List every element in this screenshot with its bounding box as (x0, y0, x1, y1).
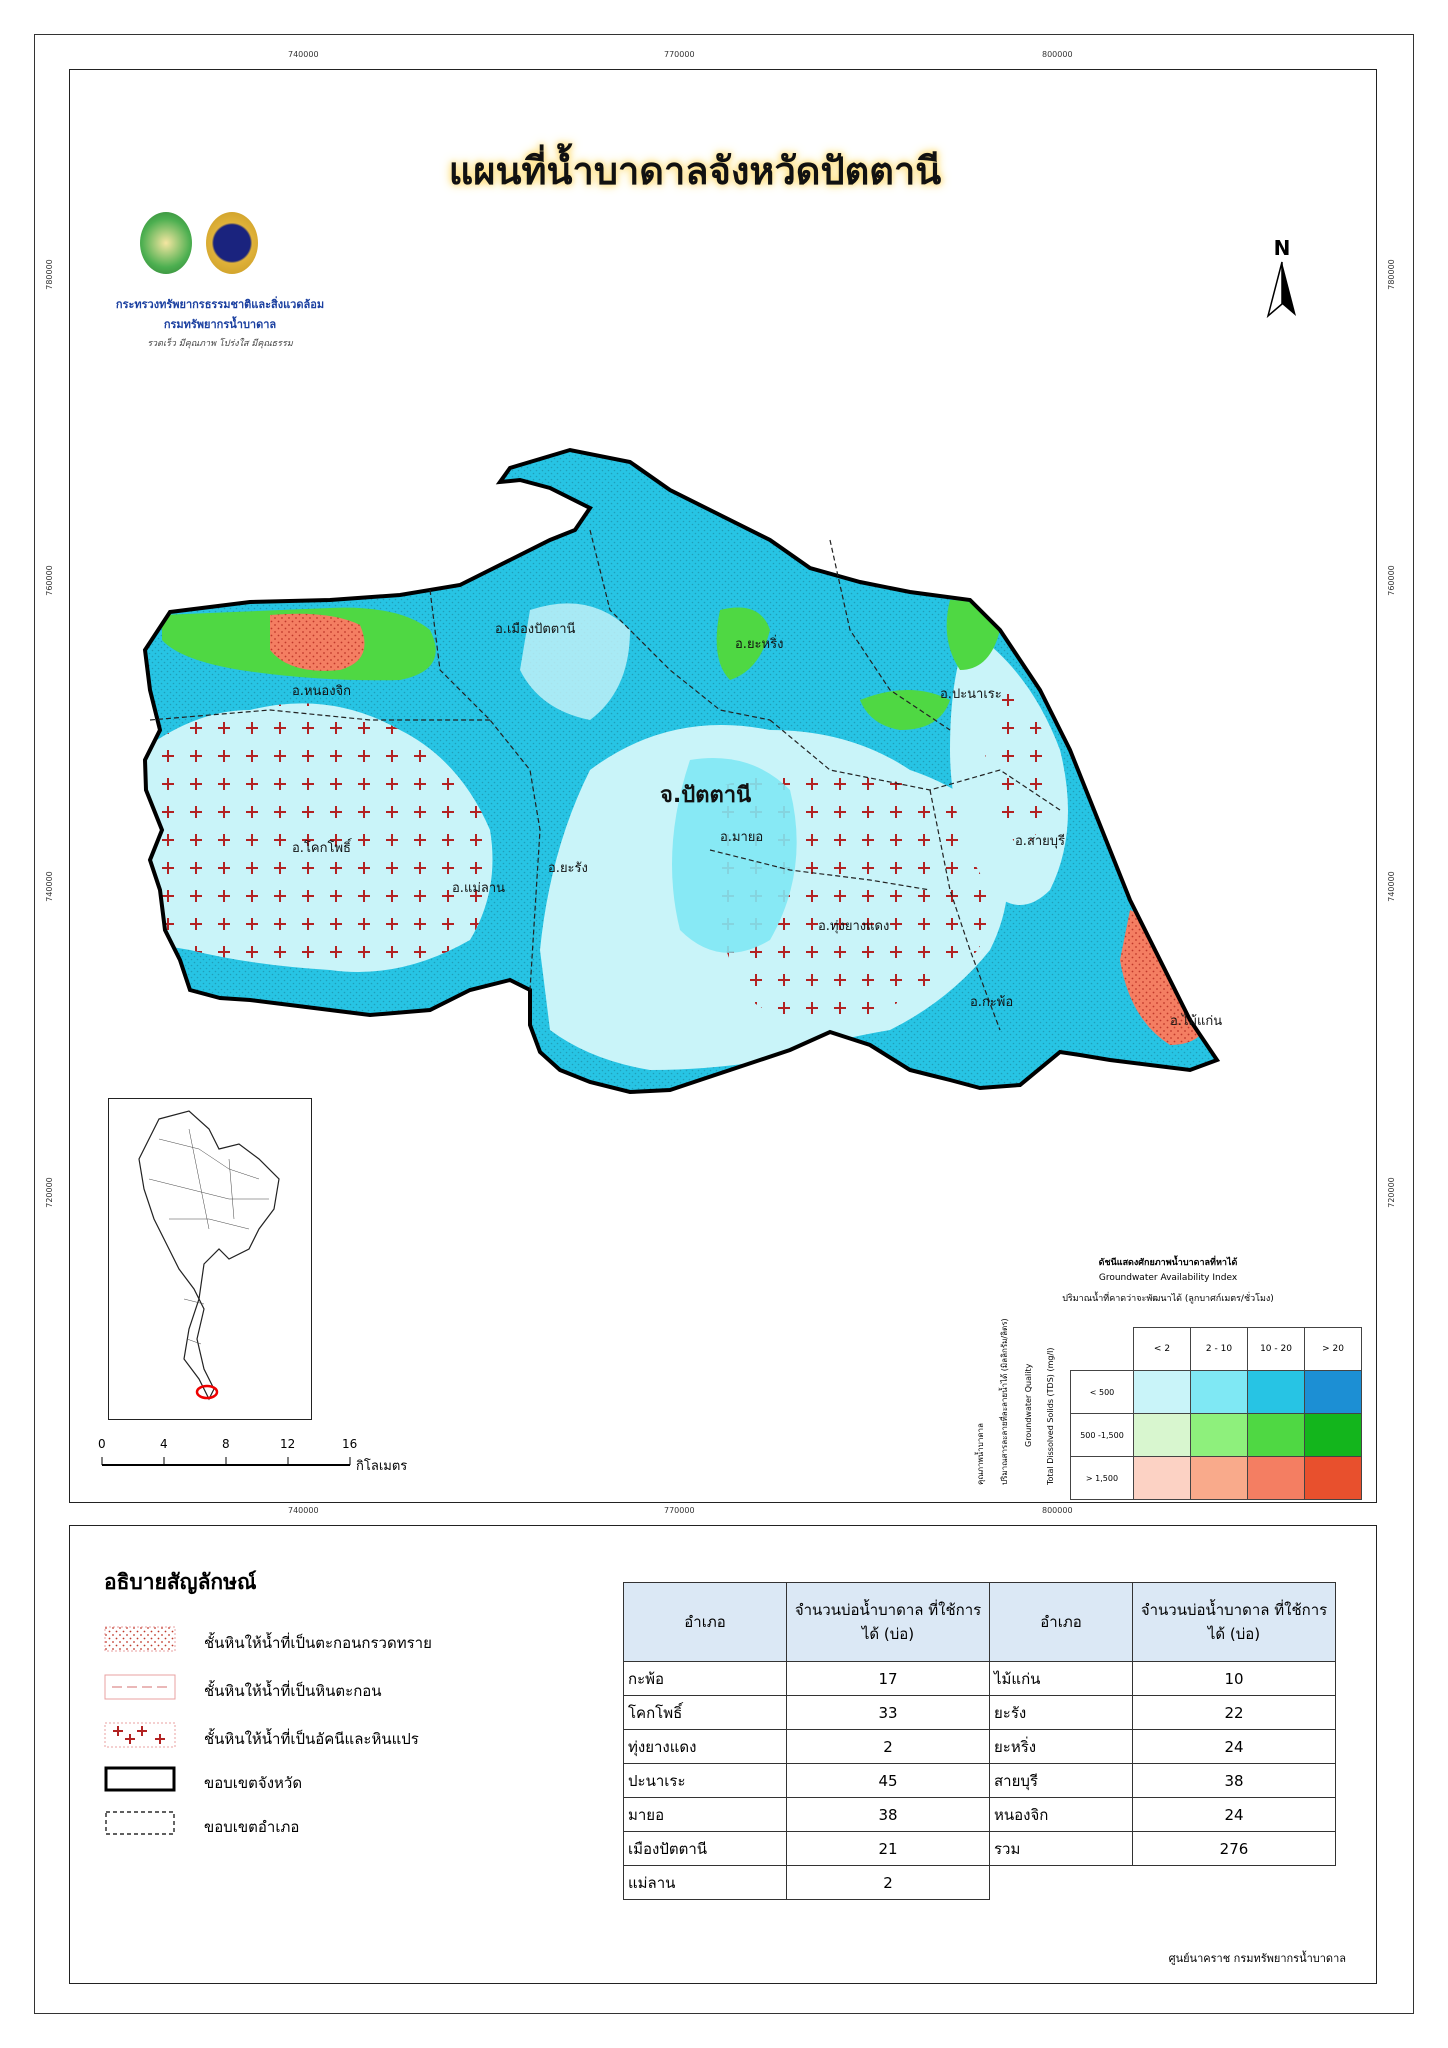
well-count: 38 (1133, 1764, 1336, 1798)
legend-panel (69, 1525, 1377, 1984)
gi-col-3: 10 - 20 (1248, 1328, 1305, 1371)
gi-cell (1134, 1457, 1191, 1500)
legend-title: อธิบายสัญลักษณ์ (104, 1570, 257, 1594)
gi-cell (1134, 1414, 1191, 1457)
district-name: ยะรัง (990, 1696, 1133, 1730)
tick-y-left-1: 780000 (44, 259, 54, 290)
district-name: กะพ้อ (624, 1662, 787, 1696)
total-count: 276 (1133, 1832, 1336, 1866)
district-name: ยะหริ่ง (990, 1730, 1133, 1764)
tick-y-left-3: 740000 (44, 871, 54, 902)
gi-cell (1305, 1457, 1362, 1500)
gi-row-1: < 500 (1071, 1371, 1134, 1414)
district-name: โคกโพธิ์ (624, 1696, 787, 1730)
tick-x-top-1: 740000 (288, 50, 319, 59)
gravel-pattern-icon (104, 1626, 176, 1652)
district-name: ทุ่งยางแดง (624, 1730, 787, 1764)
wells-table-header (624, 1583, 1336, 1662)
tick-x-bottom-2: 770000 (664, 1506, 695, 1515)
department-name: กรมทรัพยากรน้ำบาดาล (163, 318, 277, 331)
scale-bar-line (100, 1455, 360, 1469)
north-arrow (1262, 236, 1302, 324)
well-count: 33 (787, 1696, 990, 1730)
district-label-saiburi: อ.สายบุรี (1015, 834, 1066, 849)
gi-quality-sub-en: Total Dissolved Solids (TDS) (mg/l) (1046, 1347, 1055, 1485)
well-count: 45 (787, 1764, 990, 1798)
district-label-maikaen: อ.ไม้แก่น (1170, 1014, 1223, 1029)
gi-row-2: 500 -1,500 (1071, 1414, 1134, 1457)
district-label-nongchik: อ.หนองจิก (292, 684, 352, 699)
district-label-khokpho: อ.โคกโพธิ์ (292, 841, 351, 856)
igneous-pattern-icon (104, 1722, 176, 1748)
district-name: มายอ (624, 1798, 787, 1832)
legend-text-gravel: ชั้นหินให้น้ำที่เป็นตะกอนกรวดทราย (204, 1634, 432, 1652)
gi-quality-th: คุณภาพน้ำบาดาล (976, 1423, 985, 1485)
gi-cell (1305, 1371, 1362, 1414)
wells-header-district: อำเภอ (624, 1583, 787, 1662)
thailand-outline (109, 1099, 311, 1419)
gi-col-1: < 2 (1134, 1328, 1191, 1371)
wells-header-count: จำนวนบ่อน้ำบาดาล ที่ใช้การได้ (บ่อ) (787, 1583, 990, 1662)
gi-matrix (1070, 1327, 1362, 1500)
tick-y-right-2: 760000 (1386, 565, 1396, 596)
credit-text: ศูนย์นาคราช กรมทรัพยากรน้ำบาดาล (1168, 1952, 1346, 1965)
groundwater-index-legend (968, 1255, 1368, 1493)
well-count: 22 (1133, 1696, 1336, 1730)
tick-x-bottom-1: 740000 (288, 1506, 319, 1515)
scale-tick-12: 12 (280, 1437, 296, 1451)
district-label-maelan: อ.แม่ลาน (452, 881, 506, 896)
well-count: 2 (787, 1866, 990, 1900)
department-logo (206, 212, 258, 274)
tick-y-right-1: 780000 (1386, 259, 1396, 290)
table-row (624, 1764, 1336, 1798)
well-count: 24 (1133, 1798, 1336, 1832)
well-count: 21 (787, 1832, 990, 1866)
department-slogan: รวดเร็ว มีคุณภาพ โปร่งใส มีคุณธรรม (147, 339, 293, 349)
province-boundary-icon (104, 1766, 176, 1792)
district-boundary-icon (104, 1810, 176, 1836)
tick-x-top-2: 770000 (664, 50, 695, 59)
scale-unit: กิโลเมตร (356, 1459, 408, 1474)
district-label-yarang: อ.ยะรัง (548, 861, 588, 876)
scale-tick-16: 16 (342, 1437, 358, 1451)
wells-header-district-2: อำเภอ (990, 1583, 1133, 1662)
district-label-yaring: อ.ยะหริ่ง (735, 637, 784, 652)
gi-quality-sub-th: ปริมาณสารละลายที่ละลายน้ำได้ (มิลลิกรัม/ลิตร) (1000, 1318, 1009, 1485)
district-name: ปะนาเระ (624, 1764, 787, 1798)
well-count: 10 (1133, 1662, 1336, 1696)
gi-col-4: > 20 (1305, 1328, 1362, 1371)
table-row (624, 1662, 1336, 1696)
gi-cell (1191, 1457, 1248, 1500)
tick-x-bottom-3: 800000 (1042, 1506, 1073, 1515)
tick-x-top-3: 800000 (1042, 50, 1073, 59)
legend-text-province-boundary: ขอบเขตจังหวัด (204, 1774, 303, 1792)
gi-col-2: 2 - 10 (1191, 1328, 1248, 1371)
province-label: จ.ปัตตานี (660, 783, 752, 808)
well-count: 2 (787, 1730, 990, 1764)
table-row (624, 1798, 1336, 1832)
tick-y-right-3: 740000 (1386, 871, 1396, 902)
gi-cell (1248, 1457, 1305, 1500)
well-count: 17 (787, 1662, 990, 1696)
gi-cell (1305, 1414, 1362, 1457)
gi-cell (1134, 1371, 1191, 1414)
legend-text-sedimentary: ชั้นหินให้น้ำที่เป็นหินตะกอน (204, 1682, 382, 1700)
table-row (624, 1696, 1336, 1730)
table-row (624, 1866, 1336, 1900)
district-name: ไม้แก่น (990, 1662, 1133, 1696)
legend-text-district-boundary: ขอบเขตอำเภอ (204, 1818, 300, 1836)
district-label-mayo: อ.มายอ (720, 830, 764, 845)
gi-title-en: Groundwater Availability Index (1098, 1273, 1238, 1283)
legend-text-igneous: ชั้นหินให้น้ำที่เป็นอัคนีและหินแปร (204, 1730, 419, 1748)
map-title: แผนที่น้ำบาดาลจังหวัดปัตตานี (448, 149, 942, 193)
well-count: 24 (1133, 1730, 1336, 1764)
district-name: หนองจิก (990, 1798, 1133, 1832)
scale-tick-8: 8 (222, 1437, 230, 1451)
district-label-mueang: อ.เมืองปัตตานี (495, 622, 576, 637)
district-label-thungyangdaeng: อ.ทุ่งยางแดง (818, 919, 890, 934)
ministry-name: กระทรวงทรัพยากรธรรมชาติและสิ่งแวดล้อม (115, 298, 325, 311)
gi-title-th: ดัชนีแสดงศักยภาพน้ำบาดาลที่หาได้ (1098, 1258, 1238, 1268)
gi-row-3: > 1,500 (1071, 1457, 1134, 1500)
district-name: เมืองปัตตานี (624, 1832, 787, 1866)
north-arrow-icon (1262, 260, 1302, 320)
district-label-kapho: อ.กะพ้อ (970, 995, 1014, 1010)
district-label-panare: อ.ปะนาเระ (940, 687, 1002, 702)
scale-tick-0: 0 (98, 1437, 106, 1451)
tick-y-right-4: 720000 (1386, 1177, 1396, 1208)
district-name: แม่ลาน (624, 1866, 787, 1900)
ministry-logo (140, 212, 192, 274)
district-name: สายบุรี (990, 1764, 1133, 1798)
gi-cell (1191, 1371, 1248, 1414)
tick-y-left-2: 760000 (44, 565, 54, 596)
gi-cell (1248, 1414, 1305, 1457)
wells-table (623, 1582, 1336, 1900)
tick-y-left-4: 720000 (44, 1177, 54, 1208)
gi-quality-en: Groundwater Quality (1024, 1363, 1033, 1447)
thailand-inset-map (108, 1098, 312, 1420)
gi-cell (1191, 1414, 1248, 1457)
well-count: 38 (787, 1798, 990, 1832)
north-label: N (1273, 236, 1291, 260)
gi-cell (1248, 1371, 1305, 1414)
table-row (624, 1832, 1336, 1866)
gi-subtitle: ปริมาณน้ำที่คาดว่าจะพัฒนาได้ (ลูกบาศก์เมตร/ชั่วโมง) (1062, 1294, 1274, 1304)
wells-header-count-2: จำนวนบ่อน้ำบาดาล ที่ใช้การได้ (บ่อ) (1133, 1583, 1336, 1662)
table-row (624, 1730, 1336, 1764)
sedimentary-pattern-icon (104, 1674, 176, 1700)
scale-tick-4: 4 (160, 1437, 168, 1451)
total-label: รวม (990, 1832, 1133, 1866)
